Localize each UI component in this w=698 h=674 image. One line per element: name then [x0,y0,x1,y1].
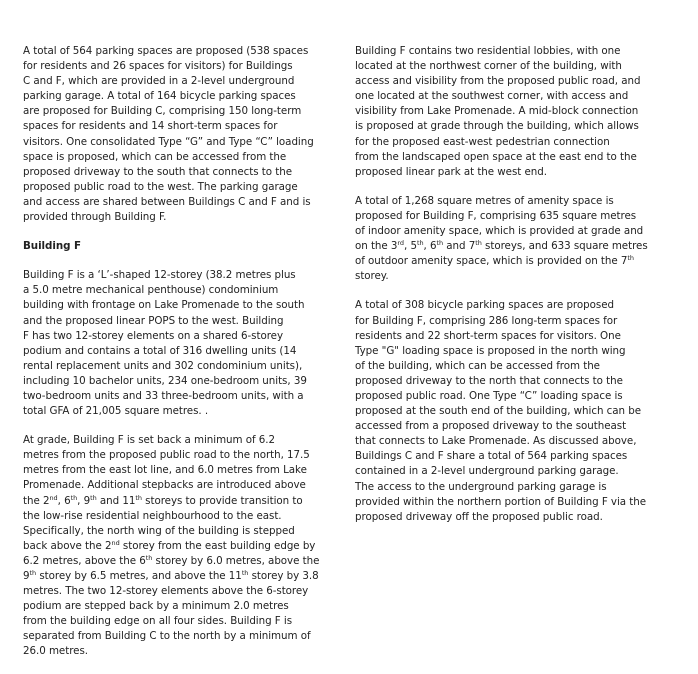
text-line: provided within the northern portion of Building F via the [355,495,647,508]
text-line: At grade, Building F is set back a minimum of 6.2 [23,434,276,447]
text-line: Building F is a ‘L’-shaped 12-storey (38.2 metres plus [23,269,296,282]
text-line: podium and contains a total of 316 dwelling units (14 [23,344,297,357]
text-line: proposed linear park at the west end. [355,165,547,178]
text-line: proposed public road to the west. The parking garage [23,180,298,193]
text-line: podium are stepped back by a minimum 2.0 metres [23,600,289,613]
text-line: A total of 564 parking spaces are proposed (538 spaces [23,45,309,57]
text-line: metres from the east lot line, and 6.0 metres from Lake [23,464,307,477]
text-line: is proposed at grade through the building, which allows [355,120,639,133]
text-line: space is proposed, which can be accessed from the [23,150,287,163]
text-line: 9th storey by 6.5 metres, and above the 11th storey by 3.8 [23,569,319,582]
text-line: from the landscaped open space at the east end to the [355,150,637,163]
text-line: for Building F, comprising 286 long-term spaces for [355,314,618,327]
text-line: spaces for residents and 14 short-term spaces for [23,120,278,133]
text-line: on the 3rd, 5th, 6th and 7th storeys, and 633 square metres [355,239,648,253]
section-heading-building-f: Building F [23,240,81,253]
text-line: and access are shared between Buildings C and F and is [23,195,311,208]
lobbies-paragraph [355,44,677,180]
text-line: building with frontage on Lake Promenade to the south [23,299,305,312]
right-column [355,44,677,539]
text-line: Building F contains two residential lobbies, with one [355,45,621,57]
text-line: rental replacement units and 302 condominium units), [23,359,303,372]
text-line: back above the 2nd storey from the east building edge by [23,538,316,552]
text-line: a 5.0 metre mechanical penthouse) condominium [23,284,279,297]
text-line: visitors. One consolidated Type “G” and Type “C” loading [23,135,314,148]
text-line: metres from the proposed public road to the north, 17.5 [23,449,310,462]
text-line: one located at the southwest corner, with access and [355,90,629,103]
parking-paragraph [23,44,341,225]
text-line: contained in a 2-level underground parking garage. [355,465,619,478]
text-line: of outdoor amenity space, which is provided on the 7th [355,254,634,268]
text-line: that connects to Lake Promenade. As discussed above, [355,435,637,448]
text-line: A total of 1,268 square metres of amenity space is [355,194,614,207]
text-line: A total of 308 bicycle parking spaces are proposed [355,299,614,312]
text-line: the low-rise residential neighbourhood to the east. [23,509,282,522]
text-line: provided through Building F. [23,211,167,224]
text-line: and the proposed linear POPS to the west. Building [23,314,284,327]
text-line: total GFA of 21,005 square metres. . [23,405,209,418]
text-line: proposed for Building F, comprising 635 square metres [355,209,637,222]
text-line: accessed from a proposed driveway to the southeast [355,420,627,433]
text-line: proposed driveway to the south that connects to the [23,165,292,178]
text-line: 26.0 metres. [23,645,88,658]
text-line: for residents and 26 spaces for visitors) for Buildings [23,60,293,73]
text-line: access and visibility from the proposed public road, and [355,75,641,88]
text-line: proposed public road. One Type “C” loading space is [355,389,623,402]
text-line: visibility from Lake Promenade. A mid-block connection [355,105,639,118]
text-line: storey. [355,270,389,283]
bicycle-loading-paragraph [355,298,677,524]
text-line: two-bedroom units and 33 three-bedroom units, with a [23,389,304,402]
text-line: 6.2 metres, above the 6th storey by 6.0 metres, above the [23,553,320,567]
text-line: are proposed for Building C, comprising 150 long-term [23,105,302,118]
text-line: Type "G" loading space is proposed in the north wing [355,344,626,357]
building-f-description-paragraph [23,268,341,419]
text-line: proposed at the south end of the building, which can be [355,405,641,418]
text-line: proposed driveway to the north that connects to the [355,374,623,387]
text-line: including 10 bachelor units, 234 one-bedroom units, 39 [23,374,307,387]
text-line: from the building edge on all four sides. Building F is [23,615,293,628]
text-line: the 2nd, 6th, 9th and 11th storeys to provide transition to [23,493,303,507]
text-line: proposed driveway off the proposed public road. [355,510,603,523]
text-line: located at the northwest corner of the building, with [355,60,622,73]
text-line: C and F, which are provided in a 2-level underground [23,75,295,88]
text-line: residents and 22 short-term spaces for visitors. One [355,329,621,342]
text-line: of the building, which can be accessed from the [355,359,600,372]
text-line: for the proposed east-west pedestrian connection [355,135,610,148]
text-line: Buildings C and F share a total of 564 parking spaces [355,450,628,463]
text-line: The access to the underground parking garage is [355,480,607,493]
text-line: separated from Building C to the north by a minimum of [23,630,311,643]
text-line: F has two 12-storey elements on a shared 6-storey [23,329,284,342]
text-line: parking garage. A total of 164 bicycle parking spaces [23,90,296,103]
text-line: of indoor amenity space, which is provided at grade and [355,225,644,238]
left-column [23,44,341,674]
text-line: Promenade. Additional stepbacks are introduced above [23,479,306,492]
setbacks-paragraph [23,433,341,659]
text-line: Specifically, the north wing of the building is stepped [23,524,295,537]
text-line: metres. The two 12-storey elements above the 6-storey [23,585,309,598]
amenity-paragraph [355,194,677,285]
